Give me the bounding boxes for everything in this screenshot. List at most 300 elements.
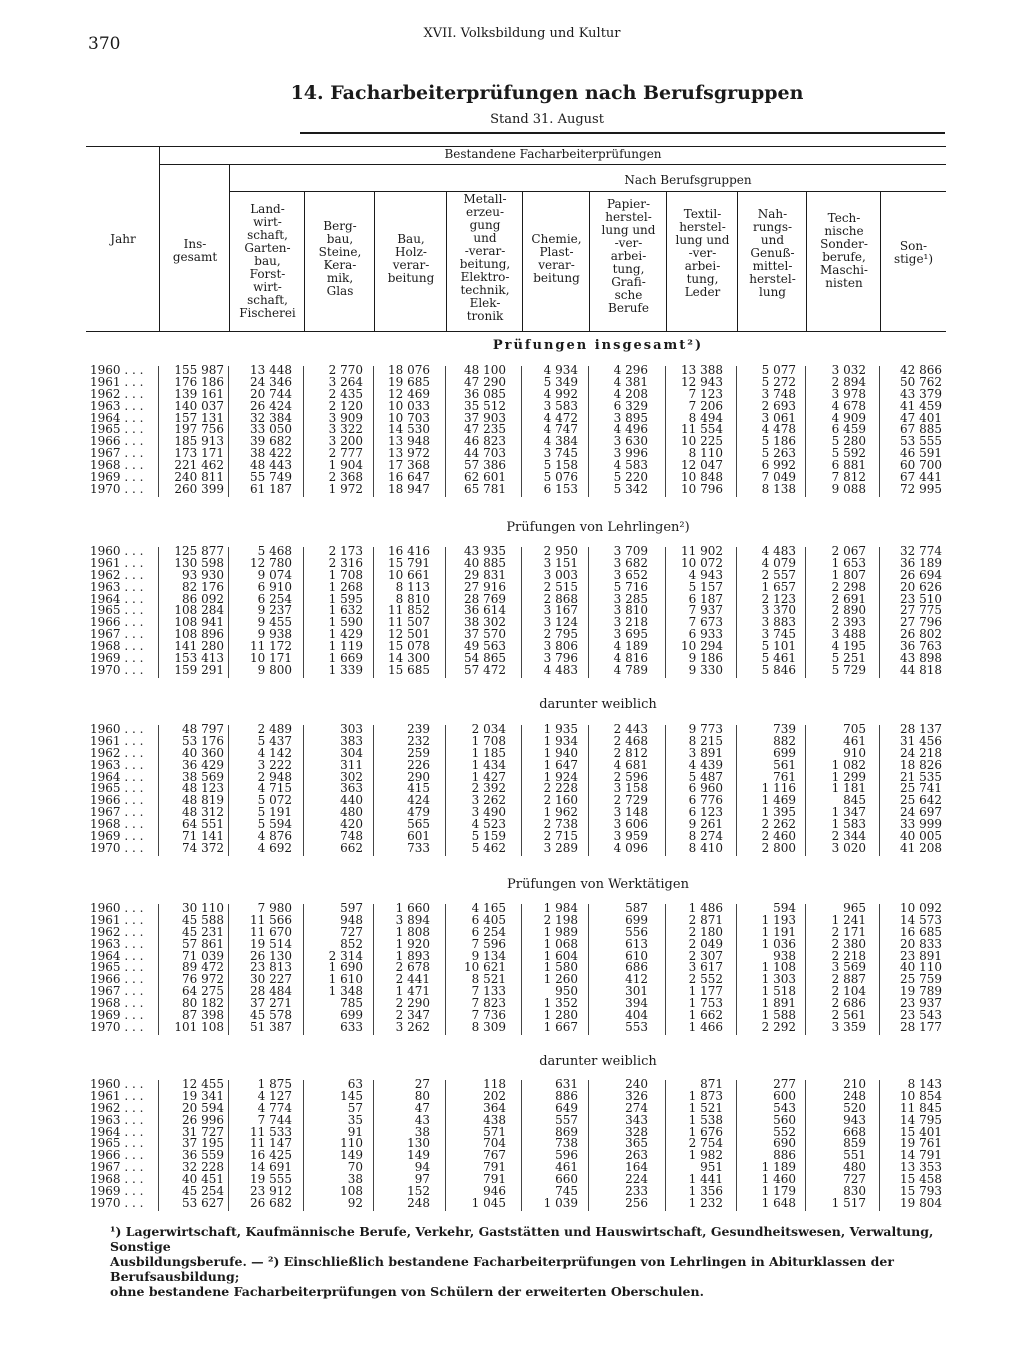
table-cell: 10 072 [681,555,723,570]
table-cell: 5 263 [761,446,796,461]
column-rule [736,547,737,678]
table-cell: 480 [843,1160,866,1175]
table-cell: 9 800 [257,662,292,677]
table-cell: 597 [340,901,363,915]
table-cell: 6 153 [543,481,578,496]
table-cell: 3 630 [613,434,648,449]
table-cell: 705 [843,722,866,736]
column-rule [588,904,589,1035]
table-cell: 1 588 [761,1008,796,1023]
table-cell: 4 523 [471,817,506,832]
table-cell: 7 133 [471,984,506,999]
table-cell: 7 812 [831,470,866,485]
table-cell: 15 458 [900,1172,942,1187]
row-year: 1967 . . . [90,1160,144,1175]
section-heading: darunter weiblich [539,1054,657,1069]
table-cell: 164 [625,1160,648,1175]
table-cell: 2 890 [831,603,866,618]
table-cell: 5 461 [761,651,796,666]
table-cell: 2 307 [688,948,723,963]
column-rule [736,904,737,1035]
table-cell: 3 796 [543,651,578,666]
table-cell: 738 [555,1136,578,1151]
row-year: 1968 . . . [90,817,144,832]
table-cell: 3 810 [613,603,648,618]
table-cell: 7 744 [257,1112,292,1127]
table-cell: 31 727 [182,1124,224,1139]
column-rule [521,547,522,678]
row-year: 1968 . . . [90,996,144,1011]
table-cell: 3 285 [613,591,648,606]
table-cell: 26 802 [900,627,942,642]
table-cell: 869 [555,1124,578,1139]
column-rule [588,547,589,678]
table-cell: 4 165 [471,901,506,915]
table-cell: 26 996 [182,1112,224,1127]
table-cell: 19 341 [182,1088,224,1103]
table-cell: 479 [407,805,430,820]
table-cell: 38 [414,1124,430,1139]
section-heading: Prüfungen insgesamt²) [492,338,704,353]
row-year: 1964 . . . [90,1124,144,1139]
table-cell: 1 662 [688,1008,723,1023]
table-cell: 49 563 [464,639,506,654]
table-cell: 43 379 [900,386,942,401]
table-cell: 1 045 [471,1195,506,1210]
table-cell: 965 [843,901,866,915]
table-cell: 3 895 [613,410,648,425]
table-cell: 3 959 [613,829,648,844]
column-rule [445,1080,446,1211]
table-cell: 1 667 [543,1019,578,1034]
column-rule [228,904,229,1035]
table-cell: 1 193 [761,912,796,927]
table-cell: 5 729 [831,662,866,677]
table-cell: 424 [407,793,430,808]
table-cell: 4 472 [543,410,578,425]
table-cell: 2 198 [543,912,578,927]
table-cell: 263 [625,1148,648,1163]
column-rule [303,1080,304,1211]
table-cell: 363 [340,781,363,796]
table-cell: 38 569 [182,769,224,784]
table-cell: 882 [773,733,796,748]
table-cell: 16 647 [388,470,430,485]
table-cell: 44 703 [464,446,506,461]
column-rule [373,366,374,497]
table-cell: 561 [773,757,796,772]
table-cell: 3 894 [395,912,430,927]
table-cell: 1 610 [328,972,363,987]
table-cell: 1 299 [831,769,866,784]
table-cell: 1 517 [831,1195,866,1210]
column-rule [228,547,229,678]
table-cell: 7 980 [257,901,292,915]
column-header-1: Ins- gesamt [172,237,218,264]
table-cell: 6 992 [761,458,796,473]
row-year: 1963 . . . [90,579,144,594]
table-cell: 9 261 [688,817,723,832]
section-rows [80,546,955,677]
section-rows [80,903,955,1034]
table-cell: 155 987 [174,363,224,377]
table-cell: 859 [843,1136,866,1151]
table-cell: 11 670 [250,924,292,939]
column-rule [303,904,304,1035]
column-rule [665,547,666,678]
table-cell: 1 940 [543,745,578,760]
table-cell: 57 386 [464,458,506,473]
table-cell: 3 151 [543,555,578,570]
table-cell: 1 657 [761,579,796,594]
table-cell: 40 360 [182,745,224,760]
row-year: 1966 . . . [90,434,144,449]
column-rule [521,366,522,497]
table-cell: 15 685 [388,662,430,677]
table-cell: 3 978 [831,386,866,401]
table-cell: 739 [773,722,796,736]
table-cell: 1 268 [328,579,363,594]
table-cell: 53 555 [900,434,942,449]
table-cell: 326 [625,1088,648,1103]
table-cell: 1 590 [328,615,363,630]
table-cell: 110 [340,1136,363,1151]
table-cell: 80 182 [182,996,224,1011]
row-year: 1965 . . . [90,422,144,437]
table-cell: 27 796 [900,615,942,630]
table-cell: 47 [414,1100,430,1115]
table-cell: 8 110 [688,446,723,461]
row-year: 1961 . . . [90,912,144,927]
table-cell: 12 455 [182,1077,224,1091]
table-cell: 43 935 [464,544,506,558]
table-cell: 461 [843,733,866,748]
table-cell: 948 [340,912,363,927]
table-cell: 2 561 [831,1008,866,1023]
table-cell: 87 398 [182,1008,224,1023]
table-cell: 11 902 [681,544,723,558]
table-cell: 24 218 [900,745,942,760]
table-cell: 5 076 [543,470,578,485]
table-cell: 76 972 [182,972,224,987]
table-cell: 14 573 [900,912,942,927]
table-cell: 7 206 [688,398,723,413]
table-cell: 130 598 [174,555,224,570]
table-cell: 3 158 [613,781,648,796]
column-rule [373,547,374,678]
column-rule [736,1080,737,1211]
table-cell: 89 472 [182,960,224,975]
table-cell: 311 [340,757,363,772]
table-cell: 5 468 [257,544,292,558]
table-cell: 6 187 [688,591,723,606]
column-rule [665,366,666,497]
row-year: 1969 . . . [90,829,144,844]
section-heading: Prüfungen von Lehrlingen²) [506,520,690,535]
column-rule [158,904,159,1035]
table-cell: 11 507 [388,615,430,630]
table-cell: 2 691 [831,591,866,606]
table-cell: 18 947 [388,481,430,496]
table-cell: 4 816 [613,651,648,666]
header-group-rule [230,191,946,192]
table-cell: 118 [483,1077,506,1091]
column-rule [303,725,304,856]
table-cell: 910 [843,745,866,760]
table-top-rule [300,132,945,134]
table-cell: 71 039 [182,948,224,963]
table-cell: 600 [773,1088,796,1103]
table-cell: 1 891 [761,996,796,1011]
table-cell: 2 770 [328,363,363,377]
footnote-line-3: ohne bestandene Facharbeiterprüfungen von Schülern der erweiterten Oberschulen. [110,1284,704,1299]
table-cell: 5 186 [761,434,796,449]
table-cell: 37 570 [464,627,506,642]
column-rule [228,1080,229,1211]
row-year: 1963 . . . [90,757,144,772]
table-cell: 415 [407,781,430,796]
page-subtitle: Stand 31. August [490,112,604,127]
table-cell: 10 171 [250,651,292,666]
table-cell: 45 588 [182,912,224,927]
table-cell: 4 208 [613,386,648,401]
table-cell: 2 443 [613,722,648,736]
table-cell: 10 621 [464,960,506,975]
table-cell: 660 [555,1172,578,1187]
row-year: 1967 . . . [90,627,144,642]
table-cell: 543 [773,1100,796,1115]
table-cell: 343 [625,1112,648,1127]
table-cell: 62 601 [464,470,506,485]
column-rule [303,547,304,678]
table-cell: 2 160 [543,793,578,808]
table-cell: 5 349 [543,374,578,389]
table-cell: 8 113 [395,579,430,594]
table-cell: 4 876 [257,829,292,844]
table-cell: 17 368 [388,458,430,473]
table-cell: 53 176 [182,733,224,748]
table-cell: 785 [340,996,363,1011]
table-cell: 4 774 [257,1100,292,1115]
table-cell: 871 [700,1077,723,1091]
table-cell: 9 134 [471,948,506,963]
table-cell: 3 569 [831,960,866,975]
table-cell: 152 [407,1184,430,1199]
table-cell: 20 833 [900,936,942,951]
table-cell: 2 380 [831,936,866,951]
table-cell: 185 913 [174,434,224,449]
table-cell: 2 180 [688,924,723,939]
row-year: 1961 . . . [90,1088,144,1103]
header-top-label: Bestandene Facharbeiterprüfungen [444,147,662,161]
table-cell: 27 775 [900,603,942,618]
running-head: XVII. Volksbildung und Kultur [423,26,621,41]
table-cell: 28 137 [900,722,942,736]
table-cell: 1 181 [831,781,866,796]
table-cell: 4 678 [831,398,866,413]
row-year: 1960 . . . [90,901,144,915]
table-cell: 40 005 [900,829,942,844]
table-cell: 13 353 [900,1160,942,1175]
table-cell: 2 693 [761,398,796,413]
table-cell: 35 512 [464,398,506,413]
table-cell: 1 518 [761,984,796,999]
column-header-11: Son- stige¹) [893,239,934,266]
table-cell: 461 [555,1160,578,1175]
table-cell: 6 933 [688,627,723,642]
table-cell: 6 254 [257,591,292,606]
table-row [80,481,955,496]
row-year: 1962 . . . [90,1100,144,1115]
table-cell: 5 072 [257,793,292,808]
row-year: 1968 . . . [90,458,144,473]
table-cell: 221 462 [174,458,224,473]
table-cell: 557 [555,1112,578,1127]
column-rule [879,725,880,856]
table-cell: 1 873 [688,1088,723,1103]
table-cell: 4 127 [257,1088,292,1103]
table-cell: 1 920 [395,936,430,951]
table-cell: 202 [483,1088,506,1103]
table-cell: 1 466 [688,1019,723,1034]
table-cell: 248 [407,1195,430,1210]
table-cell: 6 254 [471,924,506,939]
table-cell: 6 459 [831,422,866,437]
table-cell: 438 [483,1112,506,1127]
table-cell: 55 749 [250,470,292,485]
table-cell: 2 515 [543,579,578,594]
row-year: 1963 . . . [90,1112,144,1127]
row-year: 1970 . . . [90,1019,144,1034]
table-cell: 47 235 [464,422,506,437]
table-cell: 24 346 [250,374,292,389]
table-cell: 36 189 [900,555,942,570]
table-cell: 25 642 [900,793,942,808]
table-cell: 37 903 [464,410,506,425]
table-cell: 1 660 [395,901,430,915]
table-cell: 26 682 [250,1195,292,1210]
table-cell: 260 399 [174,481,224,496]
table-cell: 4 483 [543,662,578,677]
table-cell: 1 690 [328,960,363,975]
row-year: 1965 . . . [90,1136,144,1151]
table-cell: 6 329 [613,398,648,413]
column-rule [588,366,589,497]
table-cell: 2 368 [328,470,363,485]
row-year: 1965 . . . [90,603,144,618]
table-cell: 48 123 [182,781,224,796]
table-cell: 13 948 [388,434,430,449]
table-cell: 43 [414,1112,430,1127]
table-cell: 57 472 [464,662,506,677]
column-header-9: Nah- rungs- und Genuß- mittel- herstel- lung [749,207,796,299]
table-cell: 1 708 [328,567,363,582]
table-cell: 1 924 [543,769,578,784]
table-cell: 1 521 [688,1100,723,1115]
table-cell: 4 189 [613,639,648,654]
table-cell: 28 177 [900,1019,942,1034]
row-year: 1966 . . . [90,972,144,987]
table-cell: 13 972 [388,446,430,461]
table-cell: 1 191 [761,924,796,939]
table-cell: 24 697 [900,805,942,820]
table-cell: 6 960 [688,781,723,796]
table-cell: 1 082 [831,757,866,772]
row-year: 1960 . . . [90,1077,144,1091]
column-rule [588,725,589,856]
table-cell: 6 910 [257,579,292,594]
table-cell: 2 067 [831,544,866,558]
table-cell: 5 342 [613,481,648,496]
table-cell: 1 989 [543,924,578,939]
table-cell: 2 290 [395,996,430,1011]
column-rule [805,725,806,856]
table-cell: 2 344 [831,829,866,844]
table-cell: 35 [347,1112,363,1127]
table-cell: 2 393 [831,615,866,630]
table-cell: 23 891 [900,948,942,963]
table-cell: 6 881 [831,458,866,473]
table-cell: 3 167 [543,603,578,618]
table-cell: 53 627 [182,1195,224,1210]
table-cell: 5 280 [831,434,866,449]
table-cell: 23 543 [900,1008,942,1023]
table-cell: 662 [340,840,363,855]
table-cell: 733 [407,840,430,855]
table-cell: 42 866 [900,363,942,377]
table-cell: 149 [340,1148,363,1163]
table-cell: 8 143 [907,1077,942,1091]
table-cell: 4 692 [257,840,292,855]
table-cell: 3 682 [613,555,648,570]
table-cell: 176 186 [174,374,224,389]
row-year: 1964 . . . [90,410,144,425]
column-header-5: Metall- erzeu- gung und -verar- beitung, Elektro- technik, Elek- tronik [459,192,511,323]
table-cell: 3 617 [688,960,723,975]
table-cell: 1 429 [328,627,363,642]
table-cell: 4 747 [543,422,578,437]
table-cell: 33 050 [250,422,292,437]
table-cell: 12 047 [681,458,723,473]
table-cell: 10 092 [900,901,942,915]
table-cell: 36 763 [900,639,942,654]
table-cell: 1 036 [761,936,796,951]
table-cell: 10 225 [681,434,723,449]
table-cell: 36 614 [464,603,506,618]
header-group-label: Nach Berufsgruppen [624,173,752,187]
table-cell: 480 [340,805,363,820]
table-cell: 3 200 [328,434,363,449]
row-year: 1967 . . . [90,984,144,999]
table-cell: 30 110 [182,901,224,915]
table-cell: 852 [340,936,363,951]
table-cell: 108 941 [174,615,224,630]
table-cell: 649 [555,1100,578,1115]
table-cell: 5 846 [761,662,796,677]
table-cell: 3 003 [543,567,578,582]
table-cell: 699 [340,1008,363,1023]
table-cell: 26 424 [250,398,292,413]
table-cell: 27 [414,1077,430,1091]
table-cell: 26 130 [250,948,292,963]
table-cell: 4 381 [613,374,648,389]
table-cell: 108 [340,1184,363,1199]
table-cell: 1 982 [688,1148,723,1163]
column-rule [373,1080,374,1211]
table-cell: 1 116 [761,781,796,796]
column-rule [445,725,446,856]
table-cell: 57 861 [182,936,224,951]
